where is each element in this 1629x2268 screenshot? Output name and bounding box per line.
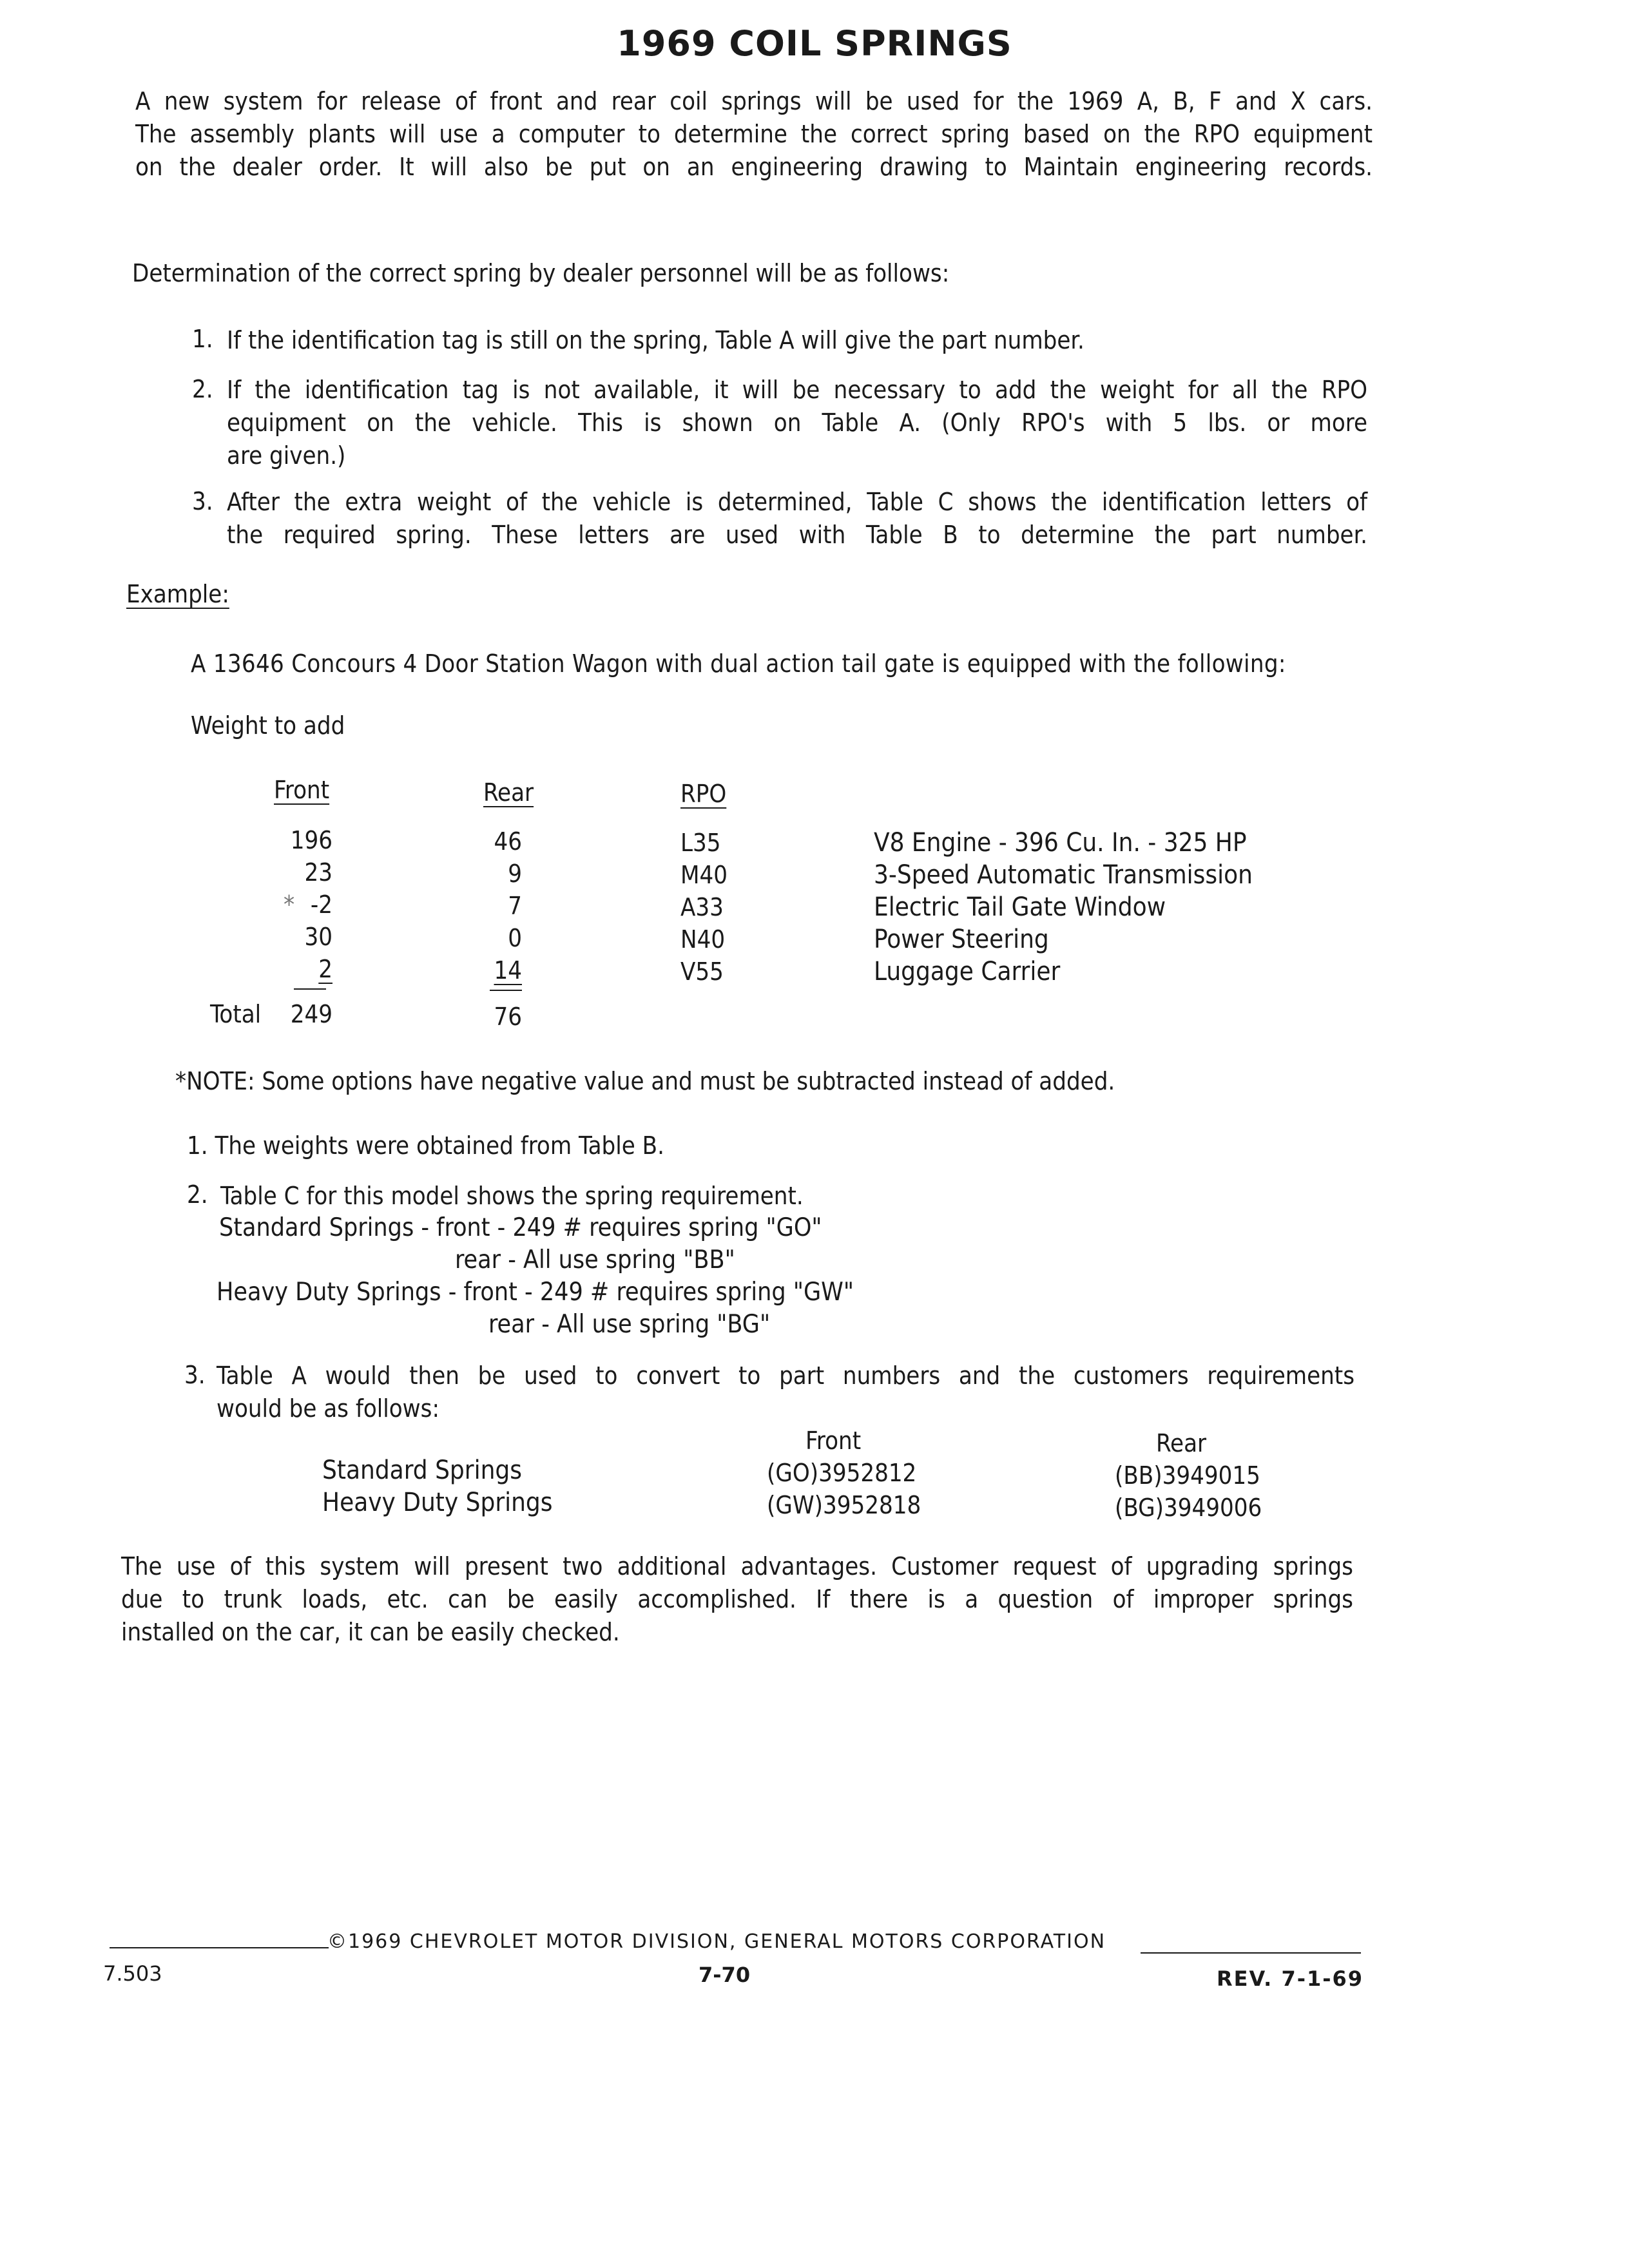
heavy-duty-springs-rear: rear - All use spring "BG" (488, 1310, 771, 1339)
closing-line: installed on the car, it can be easily checked. (121, 1618, 620, 1646)
parts-header-front: Front (805, 1427, 862, 1455)
table-header-rpo: RPO (680, 780, 727, 808)
footer-left-number: 7.503 (103, 1961, 162, 1986)
cell-rpo: A33 (680, 893, 724, 921)
standard-springs-rear: rear - All use spring "BB" (455, 1245, 735, 1274)
intro-line: A new system for release of front and rear coil springs will be used for the 1969 A, B, F and X cars. (135, 87, 1373, 115)
standard-springs-front: Standard Springs - front - 249 # requires spring "GO" (219, 1213, 822, 1242)
parts-front: (GW)3952818 (767, 1491, 921, 1519)
cell-rear: 7 (508, 892, 522, 920)
table-header-rear: Rear (483, 778, 534, 807)
cell-desc: Luggage Carrier (874, 957, 1061, 986)
example-heading: Example: (126, 580, 229, 608)
step-text: If the identification tag is still on the spring, Table A will give the part number. (227, 326, 1084, 354)
parts-header-rear: Rear (1156, 1429, 1207, 1457)
step-number: 2. (192, 375, 213, 403)
parts-front: (GO)3952812 (767, 1459, 917, 1487)
cell-rear: 9 (508, 860, 522, 888)
cell-rear: 14 (494, 956, 522, 985)
step-line: equipment on the vehicle. This is shown on Table A. (Only RPO's with 5 lbs. or more (227, 408, 1367, 437)
cell-rpo: M40 (680, 861, 728, 889)
step-line: are given.) (227, 441, 346, 470)
cell-rpo: N40 (680, 925, 726, 954)
page-title: 1969 COIL SPRINGS (617, 23, 1012, 64)
cell-front: 23 (304, 858, 333, 887)
footer-page-number: 7-70 (699, 1963, 751, 1987)
example-step-number: 3. (184, 1361, 206, 1389)
example-text: A 13646 Concours 4 Door Station Wagon with dual action tail gate is equipped with the following: (191, 649, 1286, 678)
footer-rule-right (1141, 1952, 1361, 1954)
parts-label: Standard Springs (322, 1456, 522, 1485)
cell-rpo: V55 (680, 957, 724, 986)
cell-desc: 3-Speed Automatic Transmission (874, 860, 1253, 890)
example-step-2-text: Table C for this model shows the spring requirement. (220, 1182, 804, 1210)
cell-rear: 0 (508, 924, 522, 952)
cell-front: 196 (290, 826, 333, 854)
step-text (227, 486, 1367, 552)
intro-line: on the dealer order. It will also be put on an engineering drawing to Maintain engineering records. (135, 153, 1373, 181)
step-line: Table A would then be used to convert to part numbers and the customers requirements (217, 1361, 1354, 1390)
cell-desc: Power Steering (874, 925, 1049, 954)
closing-paragraph (121, 1550, 1353, 1649)
intro-paragraph (135, 85, 1373, 184)
cell-desc: Electric Tail Gate Window (874, 892, 1166, 922)
step-line: would be as follows: (217, 1394, 439, 1423)
table-header-front: Front (274, 776, 330, 804)
step-line: After the extra weight of the vehicle is determined, Table C shows the identification letters of (227, 488, 1367, 516)
total-front: 249 (290, 1000, 333, 1028)
footer-copyright: ©1969 CHEVROLET MOTOR DIVISION, GENERAL MOTORS CORPORATION (327, 1930, 1106, 1953)
parts-label: Heavy Duty Springs (322, 1488, 553, 1517)
step-line: the required spring. These letters are used with Table B to determine the part number. (227, 521, 1367, 549)
note-text: *NOTE: Some options have negative value and must be subtracted instead of added. (175, 1067, 1115, 1095)
closing-line: The use of this system will present two additional advantages. Customer request of upgrading springs (121, 1552, 1353, 1581)
total-rear: 76 (494, 1003, 522, 1031)
step-number: 3. (192, 487, 213, 515)
cell-front: -2 (310, 890, 333, 919)
intro-line: The assembly plants will use a computer to determine the correct spring based on the RPO equipment (135, 120, 1373, 148)
step-number: 1. (192, 325, 213, 353)
example-step-number: 2. (187, 1180, 208, 1209)
cell-desc: V8 Engine - 396 Cu. In. - 325 HP (874, 828, 1247, 858)
cell-front: 2 (318, 955, 333, 983)
weight-to-add-label: Weight to add (191, 711, 345, 740)
cell-front: 30 (304, 923, 333, 951)
cell-rear: 46 (494, 827, 522, 856)
example-step-3-text (217, 1360, 1354, 1425)
step-line: If the identification tag is not available, it will be necessary to add the weight for all the RPO (227, 376, 1367, 404)
footer-revision: REV. 7-1-69 (1217, 1966, 1364, 1991)
parts-rear: (BB)3949015 (1115, 1461, 1260, 1490)
example-step-1: 1. The weights were obtained from Table B. (187, 1131, 664, 1160)
determination-text: Determination of the correct spring by dealer personnel will be as follows: (132, 259, 950, 287)
closing-line: due to trunk loads, etc. can be easily accomplished. If there is a question of improper springs (121, 1585, 1353, 1613)
cell-star: * (284, 890, 295, 919)
parts-rear: (BG)3949006 (1115, 1494, 1262, 1522)
sum-rule-front (294, 988, 326, 990)
footer-rule-left (110, 1947, 329, 1948)
total-label: Total (210, 1000, 262, 1028)
cell-rpo: L35 (680, 829, 721, 857)
heavy-duty-springs-front: Heavy Duty Springs - front - 249 # requires spring "GW" (217, 1278, 854, 1307)
step-text (227, 374, 1367, 472)
sum-rule-rear (490, 990, 522, 991)
